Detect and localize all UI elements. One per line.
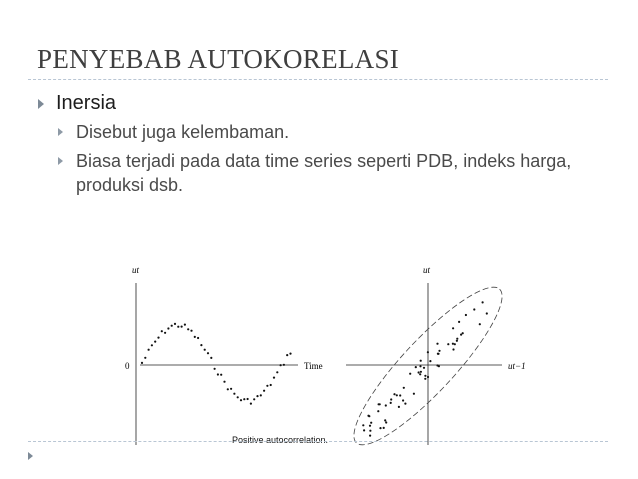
figure-caption: Positive autocorrelation.: [232, 435, 329, 445]
scatter-point: [171, 325, 173, 327]
scatter-point: [473, 308, 475, 310]
scatter-point: [230, 388, 232, 390]
scatter-point: [423, 367, 425, 369]
sub-bullet-label: Biasa terjadi pada data time series seperti PDB, indeks harga, produksi dsb.: [76, 151, 572, 195]
scatter-point: [465, 314, 467, 316]
scatter-point: [427, 376, 429, 378]
scatter-point: [250, 403, 252, 405]
scatter-point: [194, 336, 196, 338]
scatter-point: [263, 390, 265, 392]
scatter-point: [390, 402, 392, 404]
scatter-point: [456, 338, 458, 340]
scatter-point: [418, 371, 420, 373]
scatter-point: [260, 394, 262, 396]
scatter-point: [200, 344, 202, 346]
scatter-point: [452, 348, 454, 350]
autocorrelation-figure: [110, 255, 540, 455]
scatter-point: [368, 415, 370, 417]
scatter-point: [154, 341, 156, 343]
scatter-point: [458, 321, 460, 323]
scatter-point: [409, 373, 411, 375]
scatter-point: [383, 427, 385, 429]
scatter-point: [276, 371, 278, 373]
scatter-point: [233, 393, 235, 395]
scatter-point: [369, 425, 371, 427]
right-panel-axes: [346, 283, 502, 445]
left-panel-axes: [136, 283, 298, 445]
scatter-point: [174, 323, 176, 325]
scatter-point: [420, 371, 422, 373]
scatter-point: [220, 374, 222, 376]
scatter-point: [190, 330, 192, 332]
scatter-point: [456, 340, 458, 342]
scatter-point: [164, 332, 166, 334]
scatter-point: [452, 343, 454, 345]
scatter-point: [429, 360, 431, 362]
scatter-point: [207, 352, 209, 354]
scatter-point: [479, 323, 481, 325]
scatter-point: [403, 387, 405, 389]
scatter-point: [370, 422, 372, 424]
sine-scatter-points: [141, 323, 292, 405]
scatter-point: [419, 365, 421, 367]
sub-bullet-arrow-icon: [58, 157, 63, 165]
scatter-point: [396, 394, 398, 396]
scatter-point: [247, 398, 249, 400]
scatter-point: [419, 373, 421, 375]
scatter-point: [424, 375, 426, 377]
scatter-point: [240, 399, 242, 401]
scatter-point: [452, 327, 454, 329]
scatter-point: [210, 357, 212, 359]
scatter-point: [385, 404, 387, 406]
scatter-point: [438, 365, 440, 367]
scatter-point: [398, 406, 400, 408]
scatter-point: [141, 362, 143, 364]
scatter-point: [217, 373, 219, 375]
scatter-point: [161, 330, 163, 332]
scatter-point: [377, 410, 379, 412]
scatter-point: [399, 394, 401, 396]
scatter-point: [420, 360, 422, 362]
sub-bullet-arrow-icon: [58, 128, 63, 136]
scatter-point: [167, 327, 169, 329]
scatter-point: [415, 366, 417, 368]
footer-arrow-icon: [28, 452, 33, 460]
slide-title: PENYEBAB AUTOKORELASI: [37, 44, 400, 74]
scatter-point: [379, 427, 381, 429]
scatter-point: [454, 343, 456, 345]
scatter-point: [177, 326, 179, 328]
sub-bullet-label: Disebut juga kelembaman.: [76, 122, 290, 142]
scatter-point: [204, 349, 206, 351]
scatter-point: [436, 343, 438, 345]
scatter-point: [270, 384, 272, 386]
scatter-point: [369, 430, 371, 432]
scatter-point: [280, 364, 282, 366]
scatter-point: [437, 353, 439, 355]
scatter-point: [223, 381, 225, 383]
sub-bullet-2: [58, 149, 598, 197]
scatter-point: [438, 350, 440, 352]
scatter-point: [227, 388, 229, 390]
right-x-label: ut−1: [508, 361, 526, 371]
footer-divider: [28, 441, 608, 442]
left-y-label: ut: [132, 265, 140, 275]
scatter-point: [148, 349, 150, 351]
scatter-point: [369, 435, 371, 437]
scatter-point: [385, 421, 387, 423]
scatter-point: [151, 344, 153, 346]
scatter-point: [289, 353, 291, 355]
scatter-point: [283, 364, 285, 366]
scatter-point: [402, 399, 404, 401]
scatter-point: [404, 403, 406, 405]
bullet-label: Inersia: [56, 92, 117, 114]
scatter-point: [256, 395, 258, 397]
scatter-point: [237, 396, 239, 398]
scatter-point: [482, 301, 484, 303]
scatter-point: [184, 324, 186, 326]
left-x-label: Time: [304, 361, 323, 371]
scatter-point: [197, 337, 199, 339]
scatter-point: [362, 424, 364, 426]
scatter-point: [427, 351, 429, 353]
scatter-point: [266, 385, 268, 387]
scatter-point: [460, 334, 462, 336]
scatter-point: [378, 403, 380, 405]
scatter-point: [363, 429, 365, 431]
scatter-point: [286, 354, 288, 356]
scatter-point: [214, 368, 216, 370]
scatter-point: [253, 398, 255, 400]
right-y-label: ut: [423, 265, 431, 275]
scatter-point: [413, 393, 415, 395]
scatter-point: [273, 377, 275, 379]
scatter-point: [486, 312, 488, 314]
sub-bullet-1: [58, 120, 598, 144]
scatter-point: [181, 326, 183, 328]
scatter-point: [157, 337, 159, 339]
lag-scatter-points: [362, 301, 488, 436]
scatter-point: [187, 328, 189, 330]
bullet-inersia: [38, 92, 116, 115]
left-zero-label: 0: [125, 361, 130, 371]
scatter-point: [390, 398, 392, 400]
scatter-point: [243, 398, 245, 400]
scatter-point: [424, 378, 426, 380]
scatter-point: [144, 357, 146, 359]
bullet-arrow-icon: [38, 99, 44, 109]
title-divider: [28, 79, 608, 80]
scatter-point: [447, 343, 449, 345]
scatter-point: [384, 419, 386, 421]
scatter-point: [393, 393, 395, 395]
